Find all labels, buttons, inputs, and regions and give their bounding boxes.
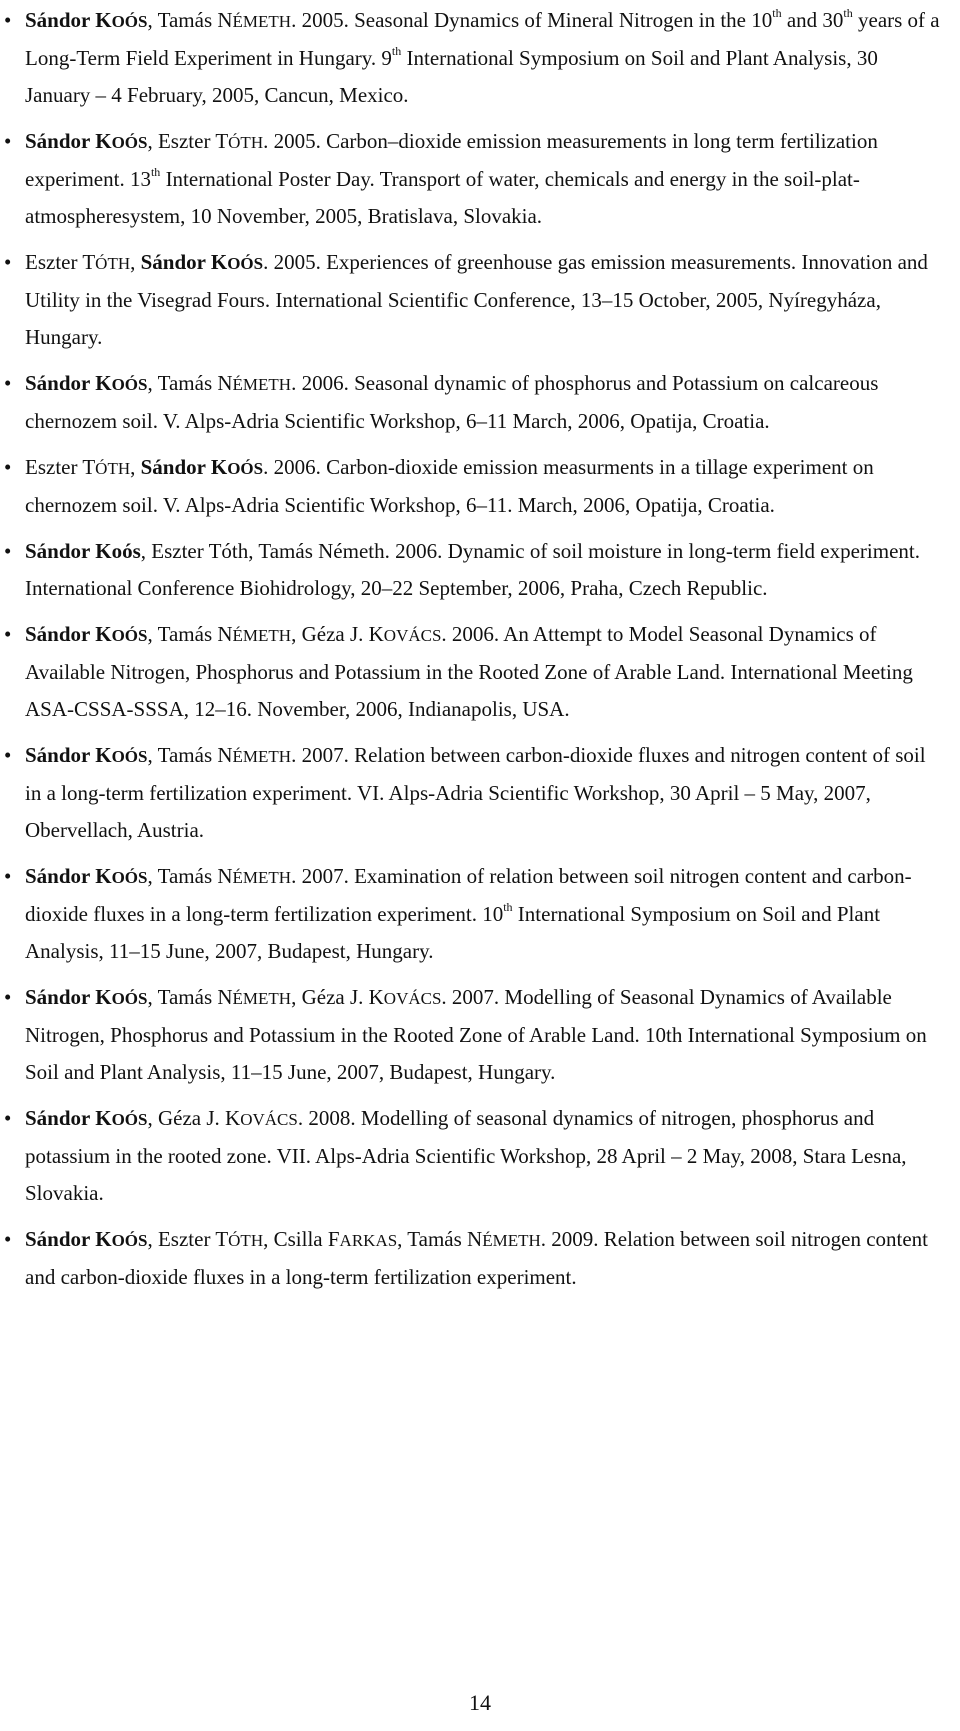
publication-entry xyxy=(0,365,960,440)
bullet-icon: • xyxy=(4,455,12,479)
bullet-icon: • xyxy=(4,129,12,153)
entry-authors: Eszter TÓTH, Sándor KOÓS. xyxy=(25,455,269,479)
entry-citation: 2005. Experiences of greenhouse gas emission measurements. Innovation and Utility in the Visegrad Fours. International Scientific Conference, 13–15 October, 2005, Nyíregyháza, Hungary. xyxy=(25,250,928,349)
bullet-icon: • xyxy=(4,539,12,563)
publication-entry xyxy=(0,123,960,235)
publication-entry xyxy=(0,1221,960,1296)
entry-authors: Sándor KOÓS, Tamás NÉMETH, Géza J. KOVÁCS. xyxy=(25,985,447,1009)
publication-entry xyxy=(0,979,960,1091)
publication-entry xyxy=(0,449,960,524)
entry-authors: Sándor Koós, Eszter Tóth, Tamás Németh. xyxy=(25,539,390,563)
entry-citation: 2007. Modelling of Seasonal Dynamics of Available Nitrogen, Phosphorus and Potassium in the Rooted Zone of Arable Land. 10th International Symposium on Soil and Plant Analysis, 11–15 June, 2007, Budapest, Hungary. xyxy=(25,985,927,1084)
bullet-icon: • xyxy=(4,1227,12,1251)
entry-citation: 2005. Seasonal Dynamics of Mineral Nitrogen in the 10th and 30th years of a Long-Term Field Experiment in Hungary. 9th International Symposium on Soil and Plant Analysis, 30 January – 4 February, 2005, Cancun, Mexico. xyxy=(25,6,940,107)
entry-citation: 2006. Carbon-dioxide emission measurments in a tillage experiment on chernozem soil. V. Alps-Adria Scientific Workshop, 6–11. March, 2006, Opatija, Croatia. xyxy=(25,455,874,517)
bullet-icon: • xyxy=(4,622,12,646)
entry-citation: 2009. Relation between soil nitrogen content and carbon-dioxide fluxes in a long-term fertilization experiment. xyxy=(25,1227,929,1289)
entry-authors: Sándor KOÓS, Eszter TÓTH. xyxy=(25,129,269,153)
entry-authors: Sándor KOÓS, Eszter TÓTH, Csilla FARKAS, Tamás NÉMETH. xyxy=(25,1227,547,1251)
page-number: 14 xyxy=(469,1690,491,1715)
bullet-icon: • xyxy=(4,1106,12,1130)
bullet-icon: • xyxy=(4,250,12,274)
publication-entry xyxy=(0,616,960,728)
publication-entry xyxy=(0,2,960,114)
bullet-icon: • xyxy=(4,371,12,395)
publication-entry xyxy=(0,244,960,356)
entry-citation: 2007. Examination of relation between soil nitrogen content and carbon-dioxide fluxes in a long-term fertilization experiment. 10th International Symposium on Soil and Plant Analysis, 11–15 June, 2007, Budapest, Hungary. xyxy=(25,864,912,963)
entry-citation: 2007. Relation between carbon-dioxide fluxes and nitrogen content of soil in a long-term fertilization experiment. VI. Alps-Adria Scientific Workshop, 30 April – 5 May, 2007, Obervellach, Austria. xyxy=(25,743,926,842)
publication-entry xyxy=(0,737,960,849)
entry-authors: Sándor KOÓS, Tamás NÉMETH. xyxy=(25,8,297,32)
publication-entry xyxy=(0,1100,960,1212)
publication-entry xyxy=(0,858,960,970)
entry-authors: Sándor KOÓS, Tamás NÉMETH. xyxy=(25,743,297,767)
bullet-icon: • xyxy=(4,743,12,767)
entry-citation: 2006. An Attempt to Model Seasonal Dynamics of Available Nitrogen, Phosphorus and Potassium in the Rooted Zone of Arable Land. International Meeting ASA-CSSA-SSSA, 12–16. November, 2006, Indianapolis, USA. xyxy=(25,622,913,721)
entry-citation: 2008. Modelling of seasonal dynamics of nitrogen, phosphorus and potassium in the rooted zone. VII. Alps-Adria Scientific Workshop, 28 April – 2 May, 2008, Stara Lesna, Slovakia. xyxy=(25,1106,907,1205)
entry-authors: Sándor KOÓS, Géza J. KOVÁCS. xyxy=(25,1106,304,1130)
bullet-icon: • xyxy=(4,985,12,1009)
entry-citation: 2006. Seasonal dynamic of phosphorus and Potassium on calcareous chernozem soil. V. Alps-Adria Scientific Workshop, 6–11 March, 2006, Opatija, Croatia. xyxy=(25,371,879,433)
entry-citation: 2005. Carbon–dioxide emission measurements in long term fertilization experiment. 13th International Poster Day. Transport of water, chemicals and energy in the soil-plat-atmospheresystem, 10 November, 2005, Bratislava, Slovakia. xyxy=(25,129,878,228)
bullet-icon: • xyxy=(4,8,12,32)
publication-list xyxy=(0,2,960,1305)
entry-citation: 2006. Dynamic of soil moisture in long-term field experiment. International Conference Biohidrology, 20–22 September, 2006, Praha, Czech Republic. xyxy=(25,539,920,600)
entry-authors: Sándor KOÓS, Tamás NÉMETH, Géza J. KOVÁCS. xyxy=(25,622,447,646)
publication-entry xyxy=(0,533,960,607)
entry-authors: Eszter TÓTH, Sándor KOÓS. xyxy=(25,250,269,274)
bullet-icon: • xyxy=(4,864,12,888)
entry-authors: Sándor KOÓS, Tamás NÉMETH. xyxy=(25,864,297,888)
entry-authors: Sándor KOÓS, Tamás NÉMETH. xyxy=(25,371,297,395)
